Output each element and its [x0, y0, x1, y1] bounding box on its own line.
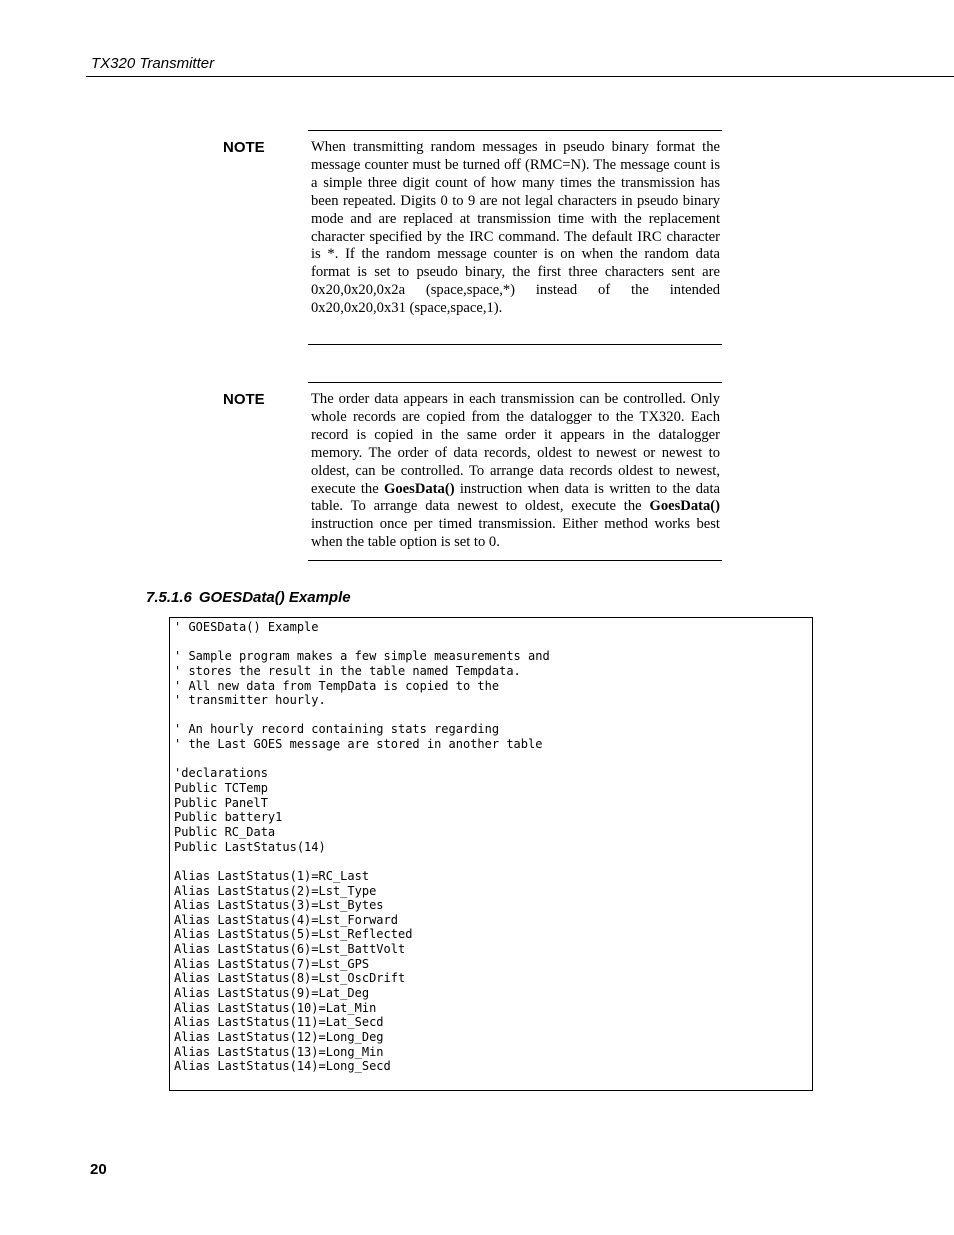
code-line [174, 752, 812, 767]
note-text [311, 391, 720, 552]
code-line: ' transmitter hourly. [174, 693, 326, 708]
header-rule [86, 76, 954, 77]
code-line: Alias LastStatus(4)=Lst_Forward [174, 912, 398, 927]
code-line: Public LastStatus(14) [174, 839, 326, 854]
code-line: Alias LastStatus(14)=Long_Secd [174, 1059, 391, 1074]
code-line: Public PanelT [174, 795, 268, 810]
code-line: Alias LastStatus(3)=Lst_Bytes [174, 898, 384, 913]
note-label: NOTE [223, 391, 265, 408]
code-line: Alias LastStatus(8)=Lst_OscDrift [174, 971, 406, 986]
code-line [174, 708, 812, 723]
section-number: 7.5.1.6 [146, 589, 192, 606]
code-line: Public RC_Data [174, 824, 276, 839]
note-text-segment: When transmitting random messages in pseudo binary format the message counter must be turned off (RMC=N). The message count is a simple three digit count of how many times the transmission has been repeated. Digits 0 to 9 are not legal characters in pseudo binary mode and are replaced at transmission time with the replacement character specified by the IRC command. The default IRC character is *. If the random message counter is on when the random data format is set to pseudo binary, the first three characters sent are 0x20,0x20,0x2a (space,space,*) instead of the intended 0x20,0x20,0x31 (space,space,1). [311, 139, 720, 317]
code-line: Alias LastStatus(6)=Lst_BattVolt [174, 942, 406, 957]
code-line: Alias LastStatus(13)=Long_Min [174, 1044, 384, 1059]
code-line: ' All new data from TempData is copied to the [174, 678, 500, 693]
note-text-segment: instruction when data is written to the data table. To arrange data newest to oldest, execute the [311, 480, 720, 515]
code-line: Alias LastStatus(12)=Long_Deg [174, 1029, 384, 1044]
code-line: ' the Last GOES message are stored in another table [174, 737, 543, 752]
code-line: ' An hourly record containing stats regarding [174, 722, 500, 737]
code-line: Alias LastStatus(5)=Lst_Reflected [174, 927, 413, 942]
note-text [311, 139, 720, 318]
code-line: Alias LastStatus(1)=RC_Last [174, 868, 370, 883]
code-line: ' stores the result in the table named Tempdata. [174, 663, 521, 678]
code-line: Alias LastStatus(10)=Lat_Min [174, 1000, 377, 1015]
code-line: Alias LastStatus(2)=Lst_Type [174, 883, 377, 898]
instruction-name: GoesData() [649, 498, 720, 515]
code-line: ' Sample program makes a few simple measurements and [174, 649, 550, 664]
code-line: Public TCTemp [174, 781, 268, 796]
code-line [174, 854, 812, 869]
code-line: Alias LastStatus(9)=Lat_Deg [174, 986, 370, 1001]
code-line: Alias LastStatus(11)=Lat_Secd [174, 1015, 384, 1030]
code-line: 'declarations [174, 766, 268, 781]
instruction-name: GoesData() [384, 480, 455, 497]
note-label: NOTE [223, 139, 265, 156]
code-line: ' GOESData() Example [174, 620, 319, 634]
running-header-title: TX320 Transmitter [91, 55, 215, 72]
page-number: 20 [90, 1161, 107, 1178]
code-line: Public battery1 [174, 810, 283, 825]
section-heading [146, 589, 351, 606]
code-listing [169, 617, 813, 1091]
section-title: GOESData() Example [198, 589, 351, 606]
note-text-segment: The order data appears in each transmission can be controlled. Only whole records are copied from the datalogger to the TX320. Each record is copied in the same order it appears in the datalogger memory. The order of data records, oldest to newest or newest to oldest, can be controlled. To arrange data records oldest to newest, execute the [311, 391, 720, 497]
note-text-segment: instruction once per timed transmission. Either method works best when the table option is set to 0. [311, 516, 720, 551]
note-box [308, 382, 722, 561]
code-line: Alias LastStatus(7)=Lst_GPS [174, 956, 370, 971]
note-box [308, 130, 722, 345]
code-line [174, 635, 812, 650]
